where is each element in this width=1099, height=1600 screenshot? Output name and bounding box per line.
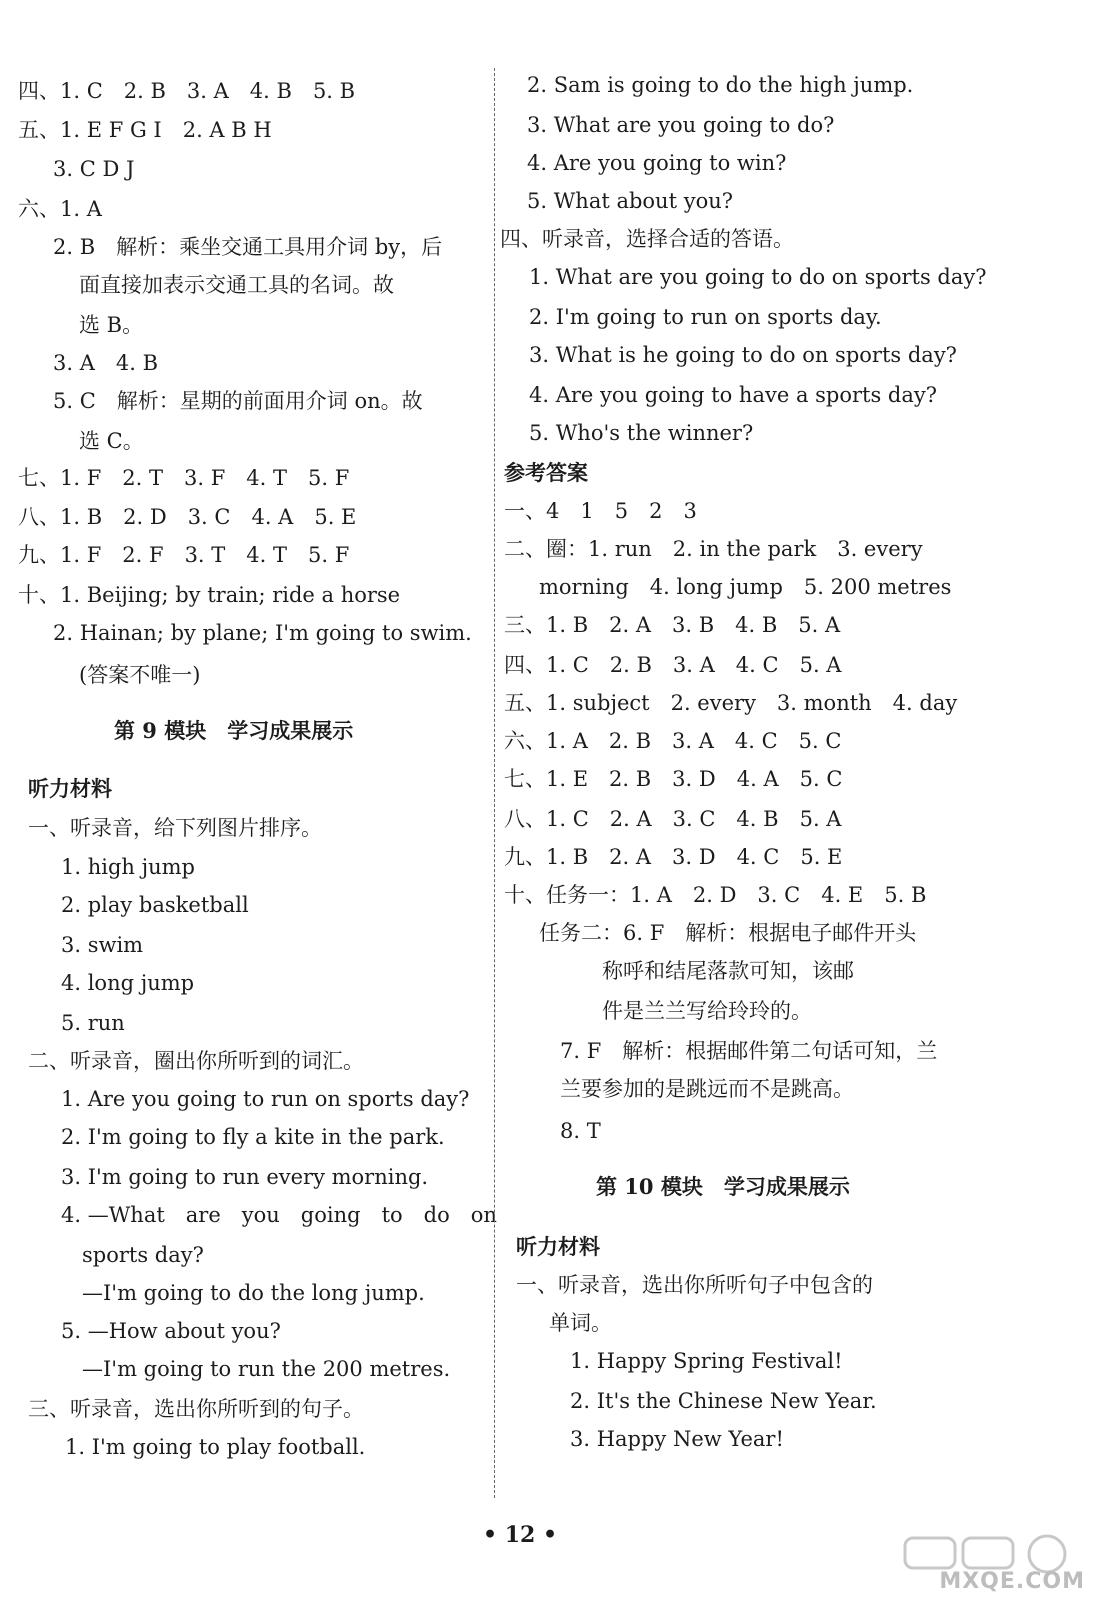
answer-line: 十、任务一：1. A 2. D 3. C 4. E 5. B bbox=[504, 883, 927, 907]
listening-line: sports day? bbox=[40, 1243, 204, 1267]
listening-line: 5. run bbox=[40, 1011, 125, 1035]
question-heading: 一、听录音，给下列图片排序。 bbox=[28, 816, 322, 840]
answer-line: (答案不唯一) bbox=[58, 663, 201, 687]
listening-line: 2. I'm going to fly a kite in the park. bbox=[40, 1125, 445, 1149]
question-heading: 一、听录音，选出你所听句子中包含的 bbox=[516, 1273, 873, 1297]
section-heading: 参考答案 bbox=[504, 460, 588, 485]
listening-line: 1. Happy Spring Festival! bbox=[528, 1349, 843, 1373]
answer-line: 兰要参加的是跳远而不是跳高。 bbox=[518, 1077, 854, 1101]
listening-line: 3. What is he going to do on sports day? bbox=[508, 343, 957, 367]
listening-line: 2. play basketball bbox=[40, 893, 249, 917]
answer-line: 三、1. B 2. A 3. B 4. B 5. A bbox=[504, 613, 841, 637]
listening-line: 3. swim bbox=[40, 933, 144, 957]
answer-line: 九、1. B 2. A 3. D 4. C 5. E bbox=[504, 845, 843, 869]
answer-line: 十、1. Beijing; by train; ride a horse bbox=[18, 583, 401, 607]
answer-line: 面直接加表示交通工具的名词。故 bbox=[58, 273, 394, 297]
listening-line: 4. long jump bbox=[40, 971, 195, 995]
section-title: 第 10 模块 学习成果展示 bbox=[596, 1174, 850, 1199]
question-heading: 三、听录音，选出你所听到的句子。 bbox=[28, 1397, 364, 1421]
page-number: • 12 • bbox=[482, 1522, 558, 1548]
answer-line: 二、圈：1. run 2. in the park 3. every bbox=[504, 537, 923, 561]
answer-line: morning 4. long jump 5. 200 metres bbox=[518, 575, 952, 599]
answer-line: 8. T bbox=[518, 1119, 601, 1143]
answer-line: 7. F 解析：根据邮件第二句话可知，兰 bbox=[518, 1039, 938, 1063]
answer-line: 四、1. C 2. B 3. A 4. C 5. A bbox=[504, 653, 842, 677]
listening-line: 1. What are you going to do on sports day? bbox=[508, 265, 987, 289]
answer-line: 八、1. B 2. D 3. C 4. A 5. E bbox=[18, 505, 357, 529]
listening-line: 4. Are you going to win? bbox=[506, 151, 787, 175]
answer-line: 九、1. F 2. F 3. T 4. T 5. F bbox=[18, 543, 350, 567]
answer-line: 称呼和结尾落款可知，该邮 bbox=[518, 959, 854, 983]
listening-line: 5. What about you? bbox=[506, 189, 733, 213]
answer-line: 一、4 1 5 2 3 bbox=[504, 499, 697, 523]
question-heading: 单词。 bbox=[528, 1311, 612, 1335]
question-heading: 四、听录音，选择合适的答语。 bbox=[500, 227, 794, 251]
listening-line: 2. I'm going to run on sports day. bbox=[508, 305, 882, 329]
listening-line: 4. —What are you going to do on bbox=[40, 1203, 497, 1227]
listening-line: 1. Are you going to run on sports day? bbox=[40, 1087, 470, 1111]
listening-line: 5. —How about you? bbox=[40, 1319, 281, 1343]
answer-line: 2. Hainan; by plane; I'm going to swim. bbox=[32, 621, 472, 645]
answer-line: 七、1. F 2. T 3. F 4. T 5. F bbox=[18, 466, 350, 490]
section-title: 第 9 模块 学习成果展示 bbox=[114, 718, 354, 743]
listening-line: 2. It's the Chinese New Year. bbox=[528, 1389, 877, 1413]
answer-line: 2. B 解析：乘坐交通工具用介词 by，后 bbox=[32, 235, 443, 259]
answer-line: 五、1. subject 2. every 3. month 4. day bbox=[504, 691, 958, 715]
listening-line: 3. What are you going to do? bbox=[506, 113, 835, 137]
section-heading: 听力材料 bbox=[28, 776, 112, 801]
answer-line: 四、1. C 2. B 3. A 4. B 5. B bbox=[18, 79, 356, 103]
answer-line: 五、1. E F G I 2. A B H bbox=[18, 118, 272, 142]
answer-line: 选 C。 bbox=[58, 429, 144, 453]
answer-line: 任务二：6. F 解析：根据电子邮件开头 bbox=[518, 921, 917, 945]
answer-line: 六、1. A bbox=[18, 197, 102, 221]
listening-line: 1. I'm going to play football. bbox=[44, 1435, 366, 1459]
answer-line: 件是兰兰写给玲玲的。 bbox=[518, 999, 812, 1023]
listening-line: 1. high jump bbox=[40, 855, 195, 879]
answer-line: 七、1. E 2. B 3. D 4. A 5. C bbox=[504, 767, 843, 791]
answer-line: 选 B。 bbox=[58, 313, 144, 337]
listening-line: 4. Are you going to have a sports day? bbox=[508, 383, 938, 407]
answer-line: 八、1. C 2. A 3. C 4. B 5. A bbox=[504, 807, 842, 831]
listening-line: —I'm going to do the long jump. bbox=[40, 1281, 425, 1305]
listening-line: 2. Sam is going to do the high jump. bbox=[506, 73, 914, 97]
answer-line: 六、1. A 2. B 3. A 4. C 5. C bbox=[504, 729, 842, 753]
listening-line: —I'm going to run the 200 metres. bbox=[40, 1357, 451, 1381]
section-heading: 听力材料 bbox=[516, 1234, 600, 1259]
listening-line: 3. Happy New Year! bbox=[528, 1427, 784, 1451]
answer-line: 3. A 4. B bbox=[32, 351, 159, 375]
answer-line: 3. C D J bbox=[32, 157, 135, 181]
answer-line: 5. C 解析：星期的前面用介词 on。故 bbox=[32, 389, 423, 413]
question-heading: 二、听录音，圈出你所听到的词汇。 bbox=[28, 1049, 364, 1073]
watermark-text: MXQE.COM bbox=[939, 1569, 1085, 1594]
column-divider bbox=[494, 68, 495, 1498]
listening-line: 5. Who's the winner? bbox=[508, 421, 754, 445]
listening-line: 3. I'm going to run every morning. bbox=[40, 1165, 429, 1189]
